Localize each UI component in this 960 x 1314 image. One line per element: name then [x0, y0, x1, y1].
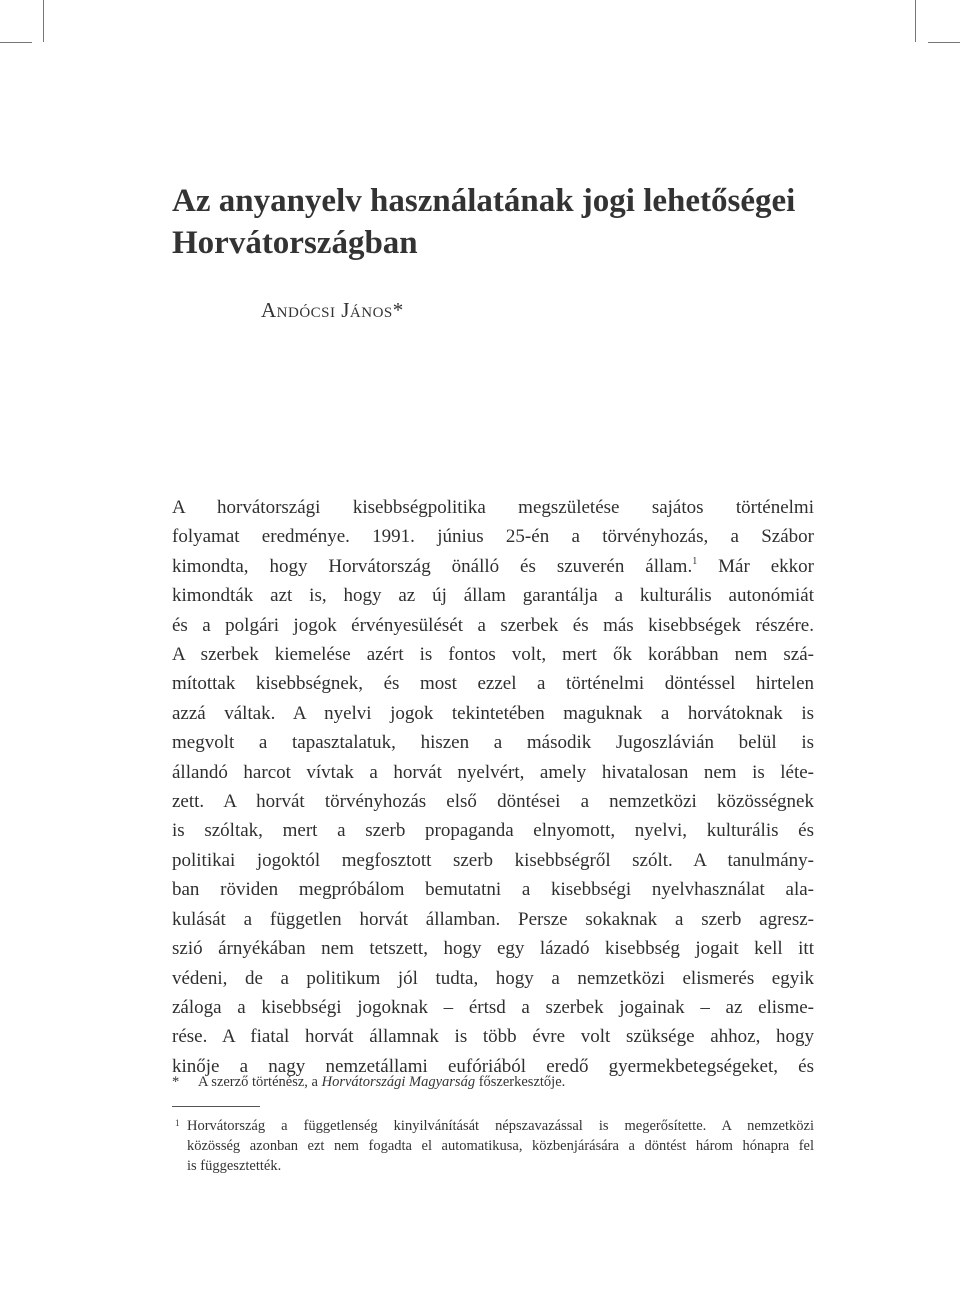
body-line: folyamat eredménye. 1991. június 25-én a törvényhozás, a Szábor	[172, 526, 814, 548]
footnote-1-number: 1	[175, 1118, 180, 1128]
article-body	[172, 493, 814, 1081]
body-line: A horvátországi kisebbségpolitika megszületése sajátos történelmi	[172, 497, 814, 518]
body-line: kinője a nagy nemzetállami eufóriából eredő gyermekbetegségeket, és	[172, 1055, 814, 1077]
footnote-1	[172, 1116, 814, 1176]
body-line: védeni, de a politikum jól tudta, hogy a nemzetközi elismerés egyik	[172, 967, 814, 989]
author-footnote-text: A szerző történész, a	[198, 1074, 322, 1090]
author-footnote-mark: *	[172, 1074, 180, 1090]
body-line: rése. A fiatal horvát államnak is több évre volt szüksége ahhoz, hogy	[172, 1026, 814, 1048]
footnote-reference[interactable]: 1	[692, 555, 698, 567]
crop-mark-top-right	[915, 0, 916, 42]
author-footnote	[172, 1072, 814, 1092]
body-line: zett. A horvát törvényhozás első döntései a nemzetközi közösségnek	[172, 791, 814, 813]
body-line: és a polgári jogok érvényesülését a szerbek és más kisebbségek részére.	[172, 614, 814, 636]
body-line: mítottak kisebbségnek, és most ezzel a történelmi döntéssel hirtelen	[172, 673, 814, 695]
body-line: megvolt a tapasztalatuk, hiszen a második Jugoszlávián belül is	[172, 732, 814, 754]
body-line-text: kimondta, hogy Horvátország önálló és szuverén állam.	[172, 555, 693, 577]
body-line: azzá váltak. A nyelvi jogok tekintetében maguknak a horvátoknak is	[172, 702, 814, 724]
body-line: záloga a kisebbségi jogoknak – értsd a szerbek jogainak – az elisme-	[172, 996, 814, 1018]
footnote-1-line: is függesztették.	[187, 1158, 282, 1174]
body-line-with-footnote	[172, 552, 814, 581]
body-line: A szerbek kiemelése azért is fontos volt, mert ők korábban nem szá-	[172, 644, 814, 666]
article-title	[172, 180, 872, 264]
crop-mark-top-left	[43, 0, 44, 42]
body-line: szió árnyékában nem tetszett, hogy egy lázadó kisebbség jogait kell itt	[172, 938, 814, 960]
body-line: kulását a független horvát államban. Persze sokaknak a szerb agresz-	[172, 908, 814, 930]
article-title-line-2: Horvátországban	[172, 225, 418, 261]
body-line: politikai jogoktól megfosztott szerb kisebbségről szólt. A tanulmány-	[172, 849, 814, 871]
author-footnote-journal: Horvátországi Magyarság	[321, 1074, 476, 1090]
crop-mark-left-horizontal	[0, 42, 32, 43]
footnote-separator	[172, 1106, 260, 1107]
article-title-line-1: Az anyanyelv használatának jogi lehetőségei	[172, 183, 796, 219]
body-line-tail: Már ekkor	[718, 555, 814, 577]
article-author: Andócsi János*	[261, 298, 404, 322]
footnote-1-line: közösség azonban ezt nem fogadta el automatikusa, közbenjárására a döntést három hónapra fel	[187, 1138, 814, 1154]
body-line: állandó harcot vívtak a horvát nyelvért, amely hivatalosan nem is léte-	[172, 761, 814, 783]
body-line: ban röviden megpróbálom bemutatni a kisebbségi nyelvhasználat ala-	[172, 879, 814, 901]
crop-mark-right-horizontal	[928, 42, 960, 43]
body-line: kimondták azt is, hogy az új állam garantálja a kulturális autonómiát	[172, 585, 814, 607]
footnote-1-line: Horvátország a függetlenség kinyilvánítását népszavazással is megerősítette. A nemzetközi	[187, 1118, 814, 1134]
body-line: is szóltak, mert a szerb propaganda elnyomott, nyelvi, kulturális és	[172, 820, 814, 842]
author-footnote-text-end: főszerkesztője.	[475, 1074, 566, 1090]
